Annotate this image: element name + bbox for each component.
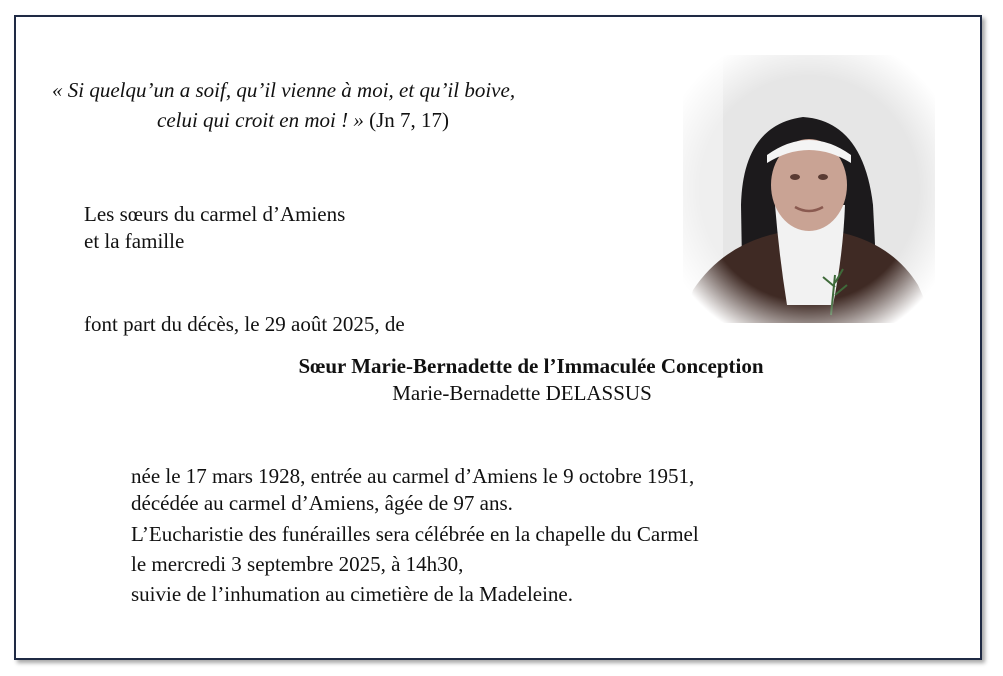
obituary-card [14,15,982,660]
announcers-line-1: Les sœurs du carmel d’Amiens [84,202,346,226]
details-line-4: le mercredi 3 septembre 2025, à 14h30, [131,552,464,576]
portrait-photo [683,55,935,323]
quote-line-2-text: celui qui croit en moi ! » [157,108,364,132]
deceased-civil-name: Marie-Bernadette DELASSUS [392,381,652,405]
details-line-1: née le 17 mars 1928, entrée au carmel d’Amiens le 9 octobre 1951, [131,464,695,488]
announcers-line-2: et la famille [84,229,185,253]
deceased-religious-name: Sœur Marie-Bernadette de l’Immaculée Conception [298,354,764,378]
quote-line-1: « Si quelqu’un a soif, qu’il vienne à moi, et qu’il boive, [52,78,516,102]
details-line-2: décédée au carmel d’Amiens, âgée de 97 ans. [131,491,513,515]
details-line-3: L’Eucharistie des funérailles sera célébrée en la chapelle du Carmel [131,522,699,546]
bible-reference: (Jn 7, 17) [369,108,450,132]
death-announcement: font part du décès, le 29 août 2025, de [84,312,405,336]
quote-line-2 [157,107,449,134]
nun-portrait-illustration [683,55,935,323]
details-line-5: suivie de l’inhumation au cimetière de la Madeleine. [131,582,574,606]
